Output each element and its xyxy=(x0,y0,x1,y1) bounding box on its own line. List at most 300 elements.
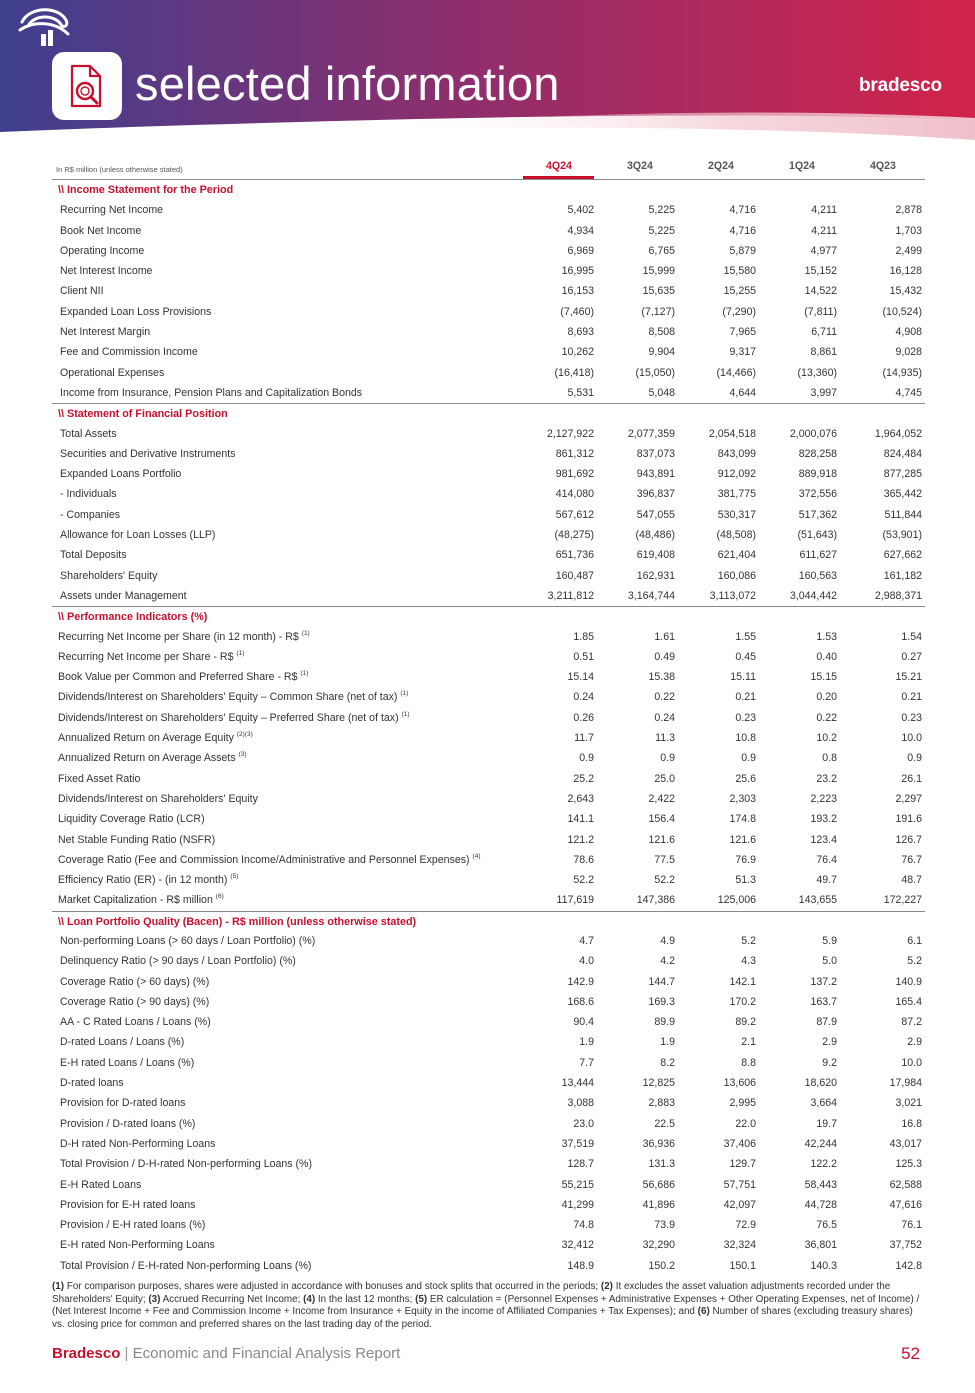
header-banner xyxy=(0,0,975,150)
table-row xyxy=(52,1175,925,1195)
table-header xyxy=(52,156,925,180)
row-label xyxy=(60,241,144,261)
cell-1q24: 517,362 xyxy=(798,508,837,521)
cell-3q24: 56,686 xyxy=(642,1178,675,1191)
table-row xyxy=(52,261,925,281)
footnote-reference: (1) xyxy=(401,710,410,718)
footnote-reference: (1) xyxy=(400,690,409,698)
cell-4q23: 6.1 xyxy=(907,934,922,947)
cell-1q24: 1.53 xyxy=(816,630,837,643)
cell-1q24: 14,522 xyxy=(804,285,837,298)
cell-4q24: 16,995 xyxy=(561,265,594,278)
cell-4q24: 0.9 xyxy=(579,752,594,765)
page-number: 52 xyxy=(901,1344,920,1363)
cell-1q24: 76.4 xyxy=(816,853,837,866)
cell-1q24: 163.7 xyxy=(810,995,837,1008)
row-label xyxy=(60,302,211,322)
cell-3q24: 2,422 xyxy=(648,792,675,805)
cell-4q23: 16,128 xyxy=(889,265,922,278)
cell-4q24: 7.7 xyxy=(579,1056,594,1069)
footnote-3: Accrued Recurring Net Income; xyxy=(160,1293,304,1305)
cell-4q23: (10,524) xyxy=(882,305,922,318)
row-label-text: - Individuals xyxy=(60,488,117,501)
row-label-text: Coverage Ratio (> 60 days) (%) xyxy=(60,975,210,988)
cell-1q24: 160,563 xyxy=(798,569,837,582)
cell-2q24: 4,716 xyxy=(729,224,756,237)
row-label xyxy=(60,931,315,951)
cell-1q24: 6,711 xyxy=(811,326,837,339)
cell-1q24: 44,728 xyxy=(804,1198,837,1211)
cell-3q24: 8,508 xyxy=(648,326,675,339)
row-label-text: Client NII xyxy=(60,285,104,298)
bradesco-logo-icon xyxy=(0,0,86,70)
row-label xyxy=(60,1053,194,1073)
cell-4q24: 414,080 xyxy=(555,488,594,501)
cell-4q23: 76.1 xyxy=(901,1219,922,1232)
row-label xyxy=(60,1032,184,1052)
cell-3q24: 73.9 xyxy=(654,1219,675,1232)
row-label xyxy=(60,1154,312,1174)
cell-1q24: 2.9 xyxy=(822,1036,837,1049)
cell-4q23: 15,432 xyxy=(889,285,922,298)
row-label xyxy=(58,627,310,647)
row-label xyxy=(58,687,408,707)
row-label-text: Recurring Net Income per Share (in 12 month) - R$ xyxy=(58,630,299,643)
footnote-1: For comparison purposes, shares were adjusted in accordance with bonuses and stock splits that occurred in the periods; xyxy=(64,1281,601,1292)
row-label xyxy=(60,1073,124,1093)
cell-1q24: 9.2 xyxy=(822,1056,837,1069)
cell-4q24: 78.6 xyxy=(573,853,594,866)
cell-4q24: 0.26 xyxy=(573,711,594,724)
cell-4q24: 4,934 xyxy=(567,224,594,237)
cell-2q24: 621,404 xyxy=(717,549,756,562)
cell-2q24: 912,092 xyxy=(717,468,756,481)
cell-4q24: 651,736 xyxy=(555,549,594,562)
cell-4q24: 10,262 xyxy=(561,346,594,359)
cell-1q24: 15,152 xyxy=(804,265,837,278)
cell-1q24: 137.2 xyxy=(810,975,837,988)
cell-4q23: 17,984 xyxy=(889,1077,922,1090)
cell-3q24: 5,225 xyxy=(648,204,675,217)
row-label-text: Total Deposits xyxy=(60,549,127,562)
cell-4q24: 11.7 xyxy=(574,732,594,745)
cell-3q24: 15,635 xyxy=(642,285,675,298)
cell-4q23: 627,662 xyxy=(883,549,922,562)
cell-3q24: 1.9 xyxy=(660,1036,675,1049)
column-header-1q24: 1Q24 xyxy=(789,160,815,172)
cell-2q24: 7,965 xyxy=(729,326,756,339)
table-row xyxy=(52,505,925,525)
cell-1q24: 140.3 xyxy=(810,1259,837,1272)
cell-4q23: 43,017 xyxy=(889,1137,922,1150)
cell-4q24: 128.7 xyxy=(567,1158,594,1171)
cell-4q23: 5.2 xyxy=(907,955,922,968)
row-label-text: Total Assets xyxy=(60,427,117,440)
table-row xyxy=(52,1032,925,1052)
cell-4q23: 48.7 xyxy=(901,874,922,887)
cell-2q24: (14,466) xyxy=(716,366,756,379)
row-label-text: Income from Insurance, Pension Plans and Capitalization Bonds xyxy=(60,386,363,399)
cell-4q24: 90.4 xyxy=(573,1016,594,1029)
cell-4q23: 76.7 xyxy=(901,853,922,866)
table-row xyxy=(52,972,925,992)
row-label xyxy=(60,1256,311,1276)
cell-2q24: 32,324 xyxy=(723,1239,756,1252)
row-label-text: Market Capitalization - R$ million xyxy=(58,894,213,907)
cell-4q24: 981,692 xyxy=(555,468,594,481)
cell-3q24: 41,896 xyxy=(642,1198,675,1211)
cell-1q24: 0.8 xyxy=(822,752,837,765)
cell-4q24: 0.51 xyxy=(573,650,594,663)
footer-report-title: Economic and Financial Analysis Report xyxy=(132,1345,401,1362)
cell-4q23: 172,227 xyxy=(883,894,922,907)
table-row xyxy=(52,1073,925,1093)
cell-4q24: (48,275) xyxy=(554,529,594,542)
cell-4q23: 10.0 xyxy=(901,732,922,745)
table-row xyxy=(52,200,925,220)
cell-2q24: (48,508) xyxy=(716,529,756,542)
row-label xyxy=(60,342,198,362)
cell-4q23: 47,616 xyxy=(889,1198,922,1211)
row-label-text: Assets under Management xyxy=(60,589,187,602)
cell-4q23: 365,442 xyxy=(883,488,922,501)
cell-3q24: 0.22 xyxy=(654,691,675,704)
footnote-6: Number of shares (excluding treasury shares) vs. closing price for common and preferred shares on the last trading day of the period. xyxy=(52,1306,913,1330)
table-row xyxy=(52,221,925,241)
cell-1q24: (51,643) xyxy=(797,529,837,542)
cell-4q24: 148.9 xyxy=(567,1259,594,1272)
cell-1q24: 49.7 xyxy=(816,874,837,887)
cell-3q24: 837,073 xyxy=(636,447,675,460)
row-label-text: Net Interest Income xyxy=(60,265,153,278)
cell-2q24: 15,580 xyxy=(723,265,756,278)
row-label-text: Coverage Ratio (Fee and Commission Income/Administrative and Personnel Expenses) xyxy=(58,853,470,866)
cell-1q24: 15.15 xyxy=(810,671,837,684)
table-row xyxy=(52,1114,925,1134)
section-title: \\ Statement of Financial Position xyxy=(52,403,925,423)
table-row xyxy=(52,322,925,342)
footnote-2-mark: (2) xyxy=(600,1281,613,1292)
cell-4q24: 6,969 xyxy=(567,244,594,257)
cell-2q24: 89.2 xyxy=(735,1016,756,1029)
cell-1q24: 5.9 xyxy=(822,934,837,947)
row-label xyxy=(60,464,181,484)
row-label-text: Dividends/Interest on Shareholders' Equity xyxy=(58,792,258,805)
table-row xyxy=(52,545,925,565)
cell-2q24: 125,006 xyxy=(717,894,756,907)
row-label-text: Allowance for Loan Losses (LLP) xyxy=(60,529,216,542)
cell-4q23: 1,964,052 xyxy=(874,427,922,440)
cell-4q23: 511,844 xyxy=(884,508,922,521)
cell-4q24: 0.24 xyxy=(573,691,594,704)
cell-3q24: 5,225 xyxy=(648,224,675,237)
row-label xyxy=(60,992,209,1012)
row-label xyxy=(58,809,205,829)
cell-3q24: 943,891 xyxy=(636,468,675,481)
row-label xyxy=(60,484,117,504)
cell-4q23: 62,588 xyxy=(889,1178,922,1191)
cell-2q24: 170.2 xyxy=(729,995,756,1008)
cell-3q24: 144.7 xyxy=(648,975,675,988)
cell-4q23: 4,745 xyxy=(895,386,922,399)
cell-3q24: 131.3 xyxy=(648,1158,675,1171)
cell-1q24: 0.22 xyxy=(816,711,837,724)
footnote-5: ER calculation = (Personnel Expenses + Administrative Expenses + Other Operating Expenses, net of Income) / (Net Interest Income + Fee and Commission Income + Income from Insurance + Equity in the income of Affiliated Companies + Tax Expenses); and xyxy=(52,1293,920,1318)
table-row xyxy=(52,890,925,910)
cell-4q24: 141.1 xyxy=(567,813,594,826)
row-label xyxy=(60,261,152,281)
cell-2q24: 530,317 xyxy=(717,508,756,521)
cell-4q23: 191.6 xyxy=(895,813,922,826)
row-label-text: Non-performing Loans (> 60 days / Loan Portfolio) (%) xyxy=(60,934,316,947)
cell-1q24: 58,443 xyxy=(804,1178,837,1191)
cell-2q24: 57,751 xyxy=(723,1178,756,1191)
cell-4q23: 4,908 xyxy=(895,326,922,339)
cell-1q24: 4,977 xyxy=(810,244,837,257)
cell-4q23: 2,297 xyxy=(895,792,922,805)
row-label-text: Delinquency Ratio (> 90 days / Loan Portfolio) (%) xyxy=(60,955,296,968)
row-label xyxy=(60,383,362,403)
row-label xyxy=(60,566,157,586)
section-title: \\ Performance Indicators (%) xyxy=(52,606,925,626)
cell-4q23: 2.9 xyxy=(907,1036,922,1049)
cell-2q24: 142.1 xyxy=(729,975,756,988)
footer-brand: Bradesco xyxy=(52,1345,121,1362)
cell-2q24: 121.6 xyxy=(729,833,756,846)
cell-1q24: 3,044,442 xyxy=(789,589,837,602)
selected-information-table xyxy=(52,156,925,1276)
cell-2q24: 9,317 xyxy=(729,346,756,359)
cell-4q24: (16,418) xyxy=(554,366,594,379)
row-label xyxy=(60,972,209,992)
cell-1q24: 123.4 xyxy=(810,833,837,846)
row-label xyxy=(58,647,244,667)
footnote-4-mark: (4) xyxy=(303,1293,316,1305)
row-label-text: AA - C Rated Loans / Loans (%) xyxy=(60,1016,211,1029)
cell-3q24: 52.2 xyxy=(654,874,675,887)
cell-2q24: 3,113,072 xyxy=(709,589,756,602)
cell-4q24: 13,444 xyxy=(561,1077,594,1090)
footnote-4: In the last 12 months; xyxy=(315,1293,416,1305)
table-row xyxy=(52,484,925,504)
section-title: \\ Loan Portfolio Quality (Bacen) - R$ million (unless otherwise stated) xyxy=(52,911,925,931)
table-row xyxy=(52,951,925,971)
table-row xyxy=(52,647,925,667)
cell-3q24: 25.0 xyxy=(654,772,675,785)
table-row xyxy=(52,769,925,789)
cell-2q24: 150.1 xyxy=(729,1259,756,1272)
cell-3q24: 36,936 xyxy=(642,1137,675,1150)
cell-1q24: 87.9 xyxy=(816,1016,837,1029)
cell-4q24: 74.8 xyxy=(573,1219,594,1232)
cell-2q24: 37,406 xyxy=(723,1137,756,1150)
cell-2q24: 5.2 xyxy=(741,934,756,947)
row-label-text: Provision for D-rated loans xyxy=(60,1097,186,1110)
row-label-text: D-rated Loans / Loans (%) xyxy=(60,1036,185,1049)
row-label xyxy=(60,1235,215,1255)
row-label-text: Expanded Loans Portfolio xyxy=(60,468,182,481)
cell-3q24: 9,904 xyxy=(648,346,675,359)
cell-3q24: 6,765 xyxy=(648,244,675,257)
row-label-text: Net Stable Funding Ratio (NSFR) xyxy=(58,833,216,846)
row-label-text: Annualized Return on Average Assets xyxy=(58,752,236,765)
row-label xyxy=(58,708,410,728)
cell-1q24: 76.5 xyxy=(816,1219,837,1232)
cell-2q24: 4,644 xyxy=(729,386,756,399)
cell-4q24: 2,643 xyxy=(567,792,594,805)
cell-2q24: 25.6 xyxy=(735,772,756,785)
row-label-text: Shareholders' Equity xyxy=(60,569,158,582)
row-label xyxy=(58,667,308,687)
cell-4q24: 41,299 xyxy=(561,1198,594,1211)
column-header-3q24: 3Q24 xyxy=(627,160,653,172)
cell-3q24: 1.61 xyxy=(654,630,675,643)
cell-1q24: 611,627 xyxy=(799,549,837,562)
cell-4q24: 5,402 xyxy=(567,204,594,217)
row-label-text: Liquidity Coverage Ratio (LCR) xyxy=(58,813,205,826)
table-row xyxy=(52,424,925,444)
cell-4q23: 2,988,371 xyxy=(874,589,922,602)
row-label xyxy=(60,200,163,220)
cell-1q24: 23.2 xyxy=(816,772,837,785)
table-row xyxy=(52,281,925,301)
cell-2q24: 51.3 xyxy=(735,874,756,887)
footnote-2: It excludes the asset valuation adjustments recorded under the Shareholders' Equity; xyxy=(52,1281,891,1305)
cell-4q24: 5,531 xyxy=(567,386,594,399)
cell-2q24: 0.9 xyxy=(741,752,756,765)
footnote-reference: (1) xyxy=(236,649,245,657)
table-row xyxy=(52,1053,925,1073)
cell-3q24: 0.9 xyxy=(660,752,675,765)
cell-2q24: 2,054,518 xyxy=(708,427,756,440)
cell-4q23: 15.21 xyxy=(895,671,922,684)
table-row xyxy=(52,525,925,545)
cell-1q24: 4,211 xyxy=(811,224,837,237)
cell-2q24: 0.45 xyxy=(735,650,756,663)
row-label-text: Book Value per Common and Preferred Share - R$ xyxy=(58,671,298,684)
cell-4q24: 4.0 xyxy=(579,955,594,968)
row-label xyxy=(60,1114,195,1134)
cell-4q23: (14,935) xyxy=(882,366,922,379)
cell-2q24: 5,879 xyxy=(729,244,756,257)
cell-4q24: 55,215 xyxy=(561,1178,594,1191)
cell-1q24: 2,000,076 xyxy=(789,427,837,440)
cell-2q24: 0.21 xyxy=(735,691,756,704)
cell-1q24: 8,861 xyxy=(810,346,837,359)
cell-4q24: 37,519 xyxy=(561,1137,594,1150)
cell-4q23: 165.4 xyxy=(895,995,922,1008)
cell-4q23: 161,182 xyxy=(883,569,922,582)
table-row xyxy=(52,931,925,951)
row-label-text: Operating Income xyxy=(60,244,145,257)
cell-4q24: 1.85 xyxy=(573,630,594,643)
row-label xyxy=(60,1012,211,1032)
cell-4q24: 2,127,922 xyxy=(546,427,594,440)
cell-3q24: 147,386 xyxy=(636,894,675,907)
row-label-text: Recurring Net Income xyxy=(60,204,164,217)
cell-3q24: 121.6 xyxy=(648,833,675,846)
cell-4q24: 23.0 xyxy=(573,1117,594,1130)
cell-3q24: 0.24 xyxy=(654,711,675,724)
row-label xyxy=(58,769,140,789)
section-title: \\ Income Statement for the Period xyxy=(58,184,234,196)
cell-2q24: 72.9 xyxy=(735,1219,756,1232)
row-label xyxy=(60,1195,195,1215)
cell-2q24: 2,995 xyxy=(729,1097,756,1110)
row-label-text: Recurring Net Income per Share - R$ xyxy=(58,650,234,663)
table-row xyxy=(52,302,925,322)
table-row xyxy=(52,444,925,464)
cell-2q24: 2,303 xyxy=(729,792,756,805)
cell-4q23: 9,028 xyxy=(895,346,922,359)
footnote-reference: (3) xyxy=(238,751,247,759)
cell-1q24: (7,811) xyxy=(804,305,837,318)
cell-3q24: 4.9 xyxy=(660,934,675,947)
row-label-text: D-H rated Non-Performing Loans xyxy=(60,1137,216,1150)
cell-3q24: 11.3 xyxy=(655,732,675,745)
cell-4q23: 16.8 xyxy=(901,1117,922,1130)
row-label xyxy=(60,1134,215,1154)
table-row xyxy=(52,566,925,586)
cell-4q23: 10.0 xyxy=(901,1056,922,1069)
footnote-reference: (6) xyxy=(215,893,224,901)
row-label xyxy=(60,1093,185,1113)
cell-1q24: 10.2 xyxy=(816,732,837,745)
row-label xyxy=(60,221,141,241)
cell-2q24: 174.8 xyxy=(729,813,756,826)
cell-1q24: 122.2 xyxy=(810,1158,837,1171)
footnote-5-mark: (5) xyxy=(415,1293,428,1305)
cell-4q23: 87.2 xyxy=(901,1016,922,1029)
row-label-text: Efficiency Ratio (ER) - (in 12 month) xyxy=(58,874,228,887)
cell-3q24: 156.4 xyxy=(648,813,675,826)
cell-1q24: 0.40 xyxy=(816,650,837,663)
cell-1q24: 828,258 xyxy=(798,447,837,460)
row-label-text: Provision / E-H rated loans (%) xyxy=(60,1219,206,1232)
cell-1q24: 0.20 xyxy=(816,691,837,704)
footnote-3-mark: (3) xyxy=(148,1293,161,1305)
cell-2q24: 129.7 xyxy=(729,1158,756,1171)
row-label-text: Total Provision / E-H-rated Non-performing Loans (%) xyxy=(60,1259,312,1272)
row-label-text: Provision / D-rated loans (%) xyxy=(60,1117,196,1130)
cell-3q24: 547,055 xyxy=(636,508,675,521)
cell-1q24: 18,620 xyxy=(804,1077,837,1090)
footnote-reference: (5) xyxy=(230,873,239,881)
cell-3q24: 396,837 xyxy=(636,488,675,501)
table-row xyxy=(52,748,925,768)
cell-4q24: 567,612 xyxy=(555,508,594,521)
cell-4q23: 2,499 xyxy=(895,244,922,257)
cell-3q24: 169.3 xyxy=(648,995,675,1008)
cell-4q24: 3,088 xyxy=(567,1097,594,1110)
cell-1q24: 3,997 xyxy=(810,386,837,399)
cell-4q23: 126.7 xyxy=(895,833,922,846)
table-row xyxy=(52,1154,925,1174)
cell-3q24: 22.5 xyxy=(654,1117,675,1130)
table-row xyxy=(52,464,925,484)
cell-2q24: 2.1 xyxy=(741,1036,756,1049)
cell-4q24: 117,619 xyxy=(556,894,594,907)
table-row xyxy=(52,1134,925,1154)
row-label-text: Book Net Income xyxy=(60,224,142,237)
cell-1q24: 193.2 xyxy=(810,813,837,826)
row-label xyxy=(60,1215,205,1235)
table-row xyxy=(52,1235,925,1255)
cell-4q23: 3,021 xyxy=(895,1097,922,1110)
footnote-6-mark: (6) xyxy=(697,1306,710,1318)
column-header-4q23: 4Q23 xyxy=(870,160,896,172)
cell-4q24: 15.14 xyxy=(567,671,594,684)
